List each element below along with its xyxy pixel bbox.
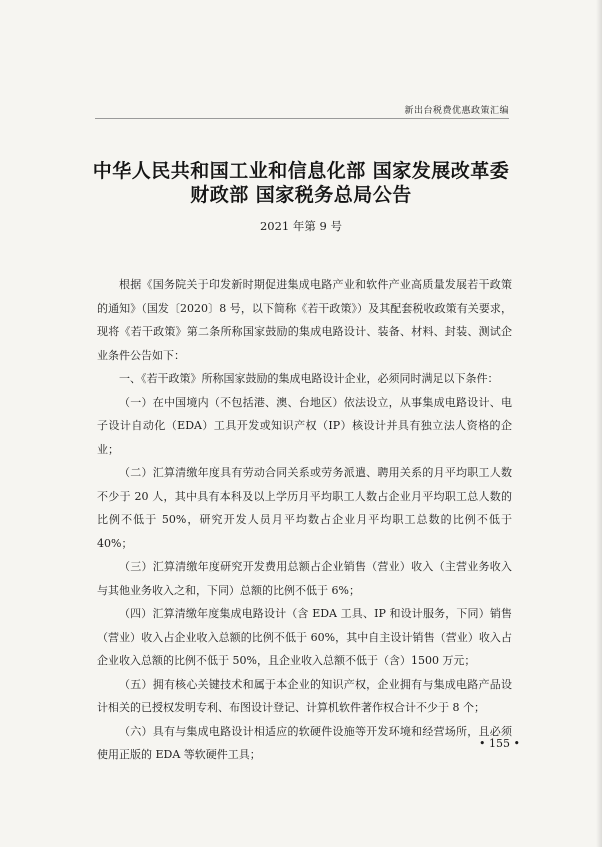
running-header: 新出台税费优惠政策汇编 bbox=[404, 106, 509, 116]
header-rule bbox=[95, 118, 509, 119]
paragraph-item-2: （二）汇算清缴年度具有劳动合同关系或劳务派遣、聘用关系的月平均职工人数不少于 20 人，其中具有本科及以上学历月平均职工人数占企业月平均职工总人数的比例不低于 50%，研究开发人员月平均数占企业月平均职工总数的比例不低于 40%； bbox=[97, 466, 512, 550]
paragraph-section-1: 一、《若干政策》所称国家鼓励的集成电路设计企业，必须同时满足以下条件： bbox=[119, 372, 499, 385]
announcement-number: 2021 年第 9 号 bbox=[259, 219, 343, 233]
announcement-title-line-1: 中华人民共和国工业和信息化部 国家发展改革委 bbox=[92, 160, 510, 182]
paragraph-item-5: （五）拥有核心关键技术和属于本企业的知识产权，企业拥有与集成电路产品设计相关的已授权发明专利、布图设计登记、计算机软件著作权合计不少于 8 个； bbox=[97, 677, 512, 714]
announcement-title-line-2: 财政部 国家税务总局公告 bbox=[190, 184, 412, 206]
page-edge-shadow bbox=[596, 0, 602, 847]
page-number: • 155 • bbox=[479, 737, 520, 750]
announcement-body bbox=[97, 273, 512, 767]
paragraph-item-1: （一）在中国境内（不包括港、澳、台地区）依法设立，从事集成电路设计、电子设计自动化（EDA）工具开发或知识产权（IP）核设计并具有独立法人资格的企业； bbox=[97, 395, 512, 456]
paragraph-item-6: （六）具有与集成电路设计相适应的软硬件设施等开发环境和经营场所，且必须使用正版的 EDA 等软硬件工具； bbox=[97, 724, 512, 761]
paragraph-intro: 根据《国务院关于印发新时期促进集成电路产业和软件产业高质量发展若干政策的通知》（国发〔2020〕8 号，以下简称《若干政策》）及其配套税收政策有关要求，现将《若干政策》第二条所称国家鼓励的集成电路设计、装备、材料、封装、测试企业条件公告如下： bbox=[97, 278, 512, 362]
paragraph-item-4: （四）汇算清缴年度集成电路设计（含 EDA 工具、IP 和设计服务，下同）销售（营业）收入占企业收入总额的比例不低于 60%，其中自主设计销售（营业）收入占企业收入总额的比例不低于 50%，且企业收入总额不低于（含）1500 万元； bbox=[97, 607, 512, 667]
paragraph-item-3: （三）汇算清缴年度研究开发费用总额占企业销售（营业）收入（主营业务收入与其他业务收入之和，下同）总额的比例不低于 6%； bbox=[97, 560, 512, 597]
